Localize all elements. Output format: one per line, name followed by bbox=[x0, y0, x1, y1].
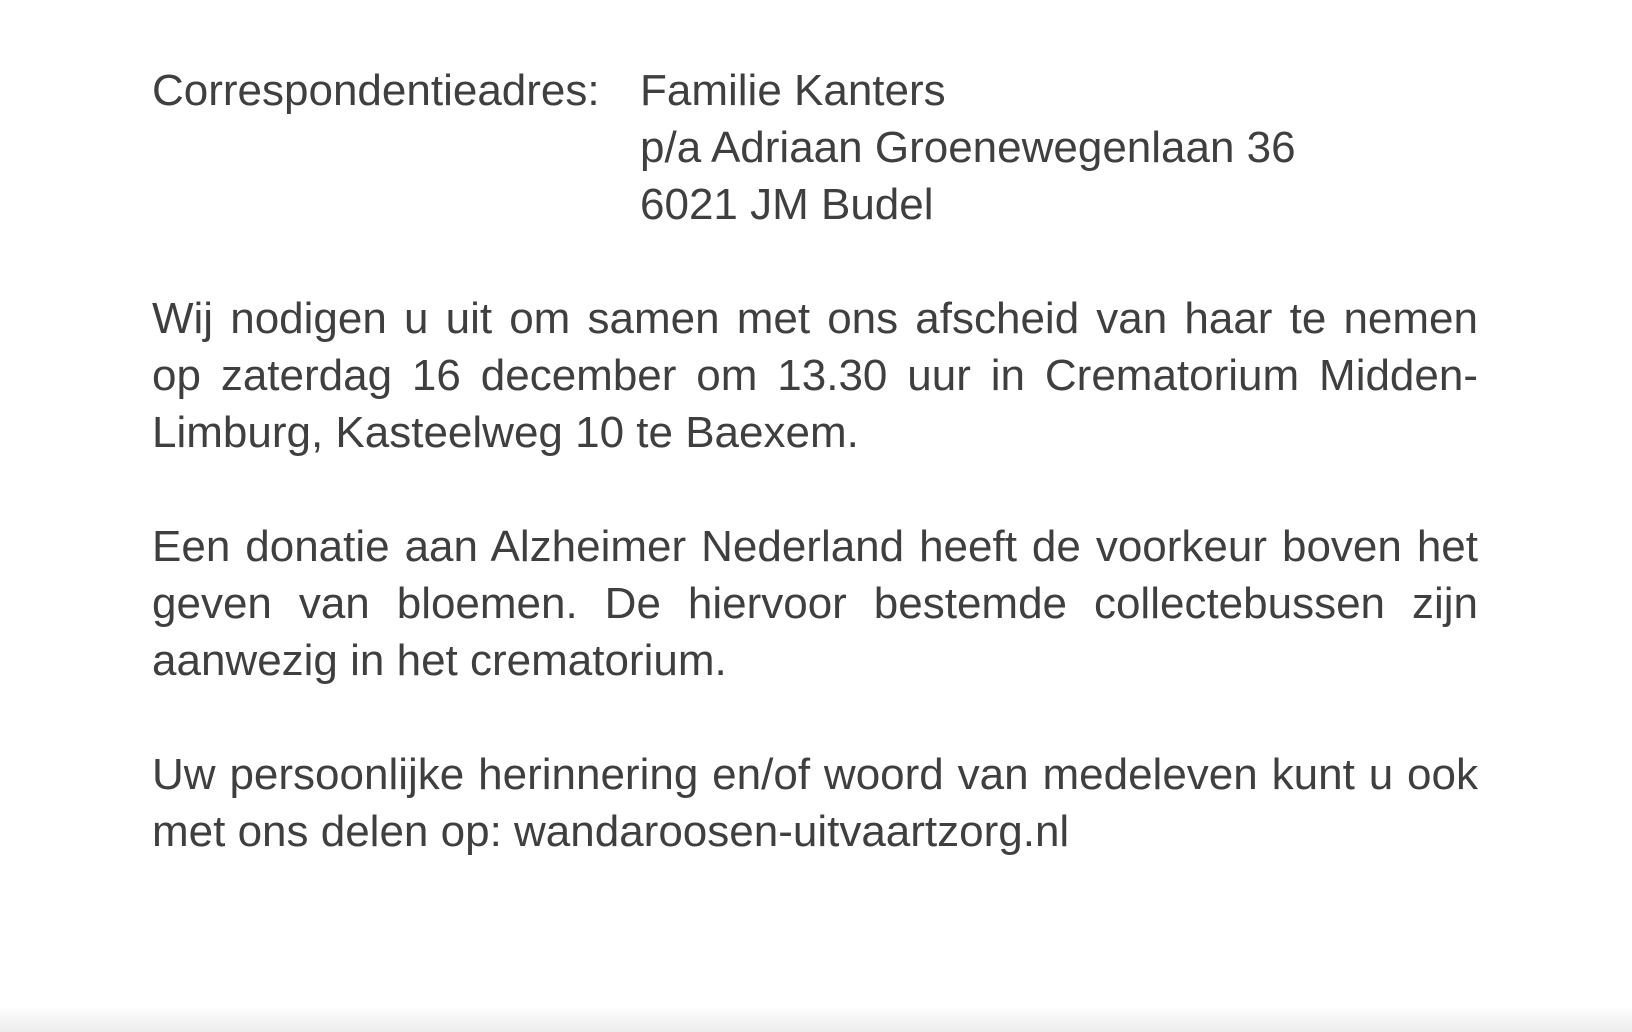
address-line-street: p/a Adriaan Groenewegenlaan 36 bbox=[640, 123, 1296, 172]
donation-paragraph: Een donatie aan Alzheimer Nederland heeft de voorkeur boven het geven van bloemen. De hiervoor bestemde collectebussen zijn aanwezig in het crematorium. bbox=[152, 522, 1478, 685]
address-label: Correspondentieadres: bbox=[152, 66, 600, 115]
address-line-postcode-city: 6021 JM Budel bbox=[640, 180, 934, 229]
address-line-name: Familie Kanters bbox=[640, 66, 946, 115]
document-page bbox=[152, 62, 1478, 860]
condolence-paragraph: Uw persoonlijke herinnering en/of woord van medeleven kunt u ook met ons delen op: wandaroosen-uitvaartzorg.nl bbox=[152, 750, 1478, 856]
address-lines bbox=[640, 62, 1296, 233]
invitation-paragraph: Wij nodigen u uit om samen met ons afscheid van haar te nemen op zaterdag 16 december om 13.30 uur in Crematorium Midden-Limburg, Kasteelweg 10 te Baexem. bbox=[152, 294, 1478, 457]
bottom-edge-shadow bbox=[0, 1006, 1632, 1032]
correspondence-address bbox=[152, 62, 1478, 233]
